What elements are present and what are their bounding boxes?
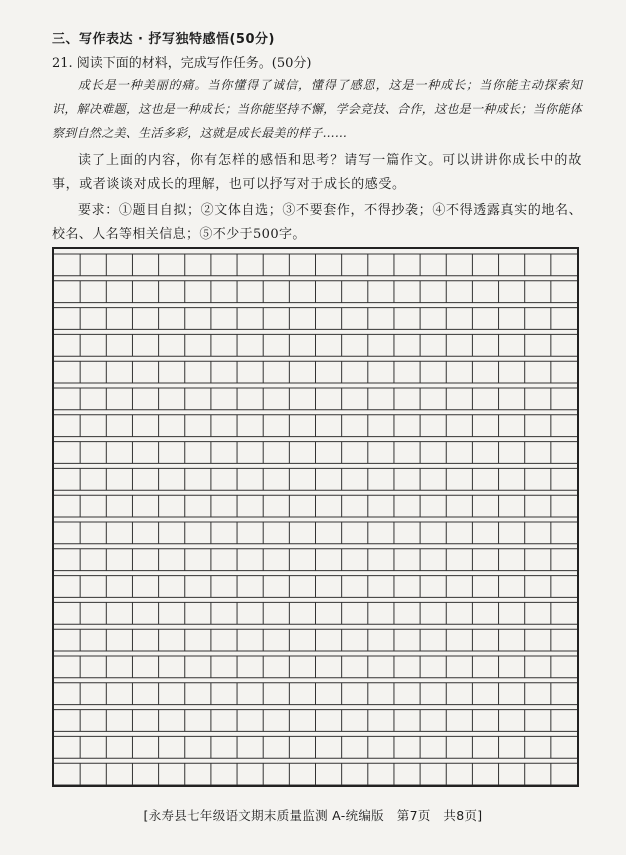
grid-lines: [54, 249, 577, 785]
page-footer: [永寿县七年级语文期末质量监测 A-统编版 第7页 共8页]: [143, 808, 483, 823]
question-heading: 21. 阅读下面的材料，完成写作任务。(50分): [52, 56, 312, 71]
writing-grid[interactable]: [52, 247, 579, 787]
reading-passage: 成长是一种美丽的痛。当你懂得了诚信，懂得了感恩，这是一种成长；当你能主动探索知识，解决难题，这也是一种成长；当你能坚持不懈，学会竞技、合作，这也是一种成长；当你能体察到自然之美、生活多彩，这就是成长最美的样子……: [52, 78, 582, 140]
section-title: 三、写作表达 · 抒写独特感悟(50分): [52, 32, 275, 47]
writing-requirements: 要求：①题目自拟；②文体自选；③不要套作，不得抄袭；④不得透露真实的地名、校名、人名等相关信息；⑤不少于500字。: [52, 203, 582, 242]
writing-prompt: 读了上面的内容，你有怎样的感悟和思考？请写一篇作文。可以讲讲你成长中的故事，或者谈谈对成长的理解，也可以抒写对于成长的感受。: [52, 153, 582, 192]
